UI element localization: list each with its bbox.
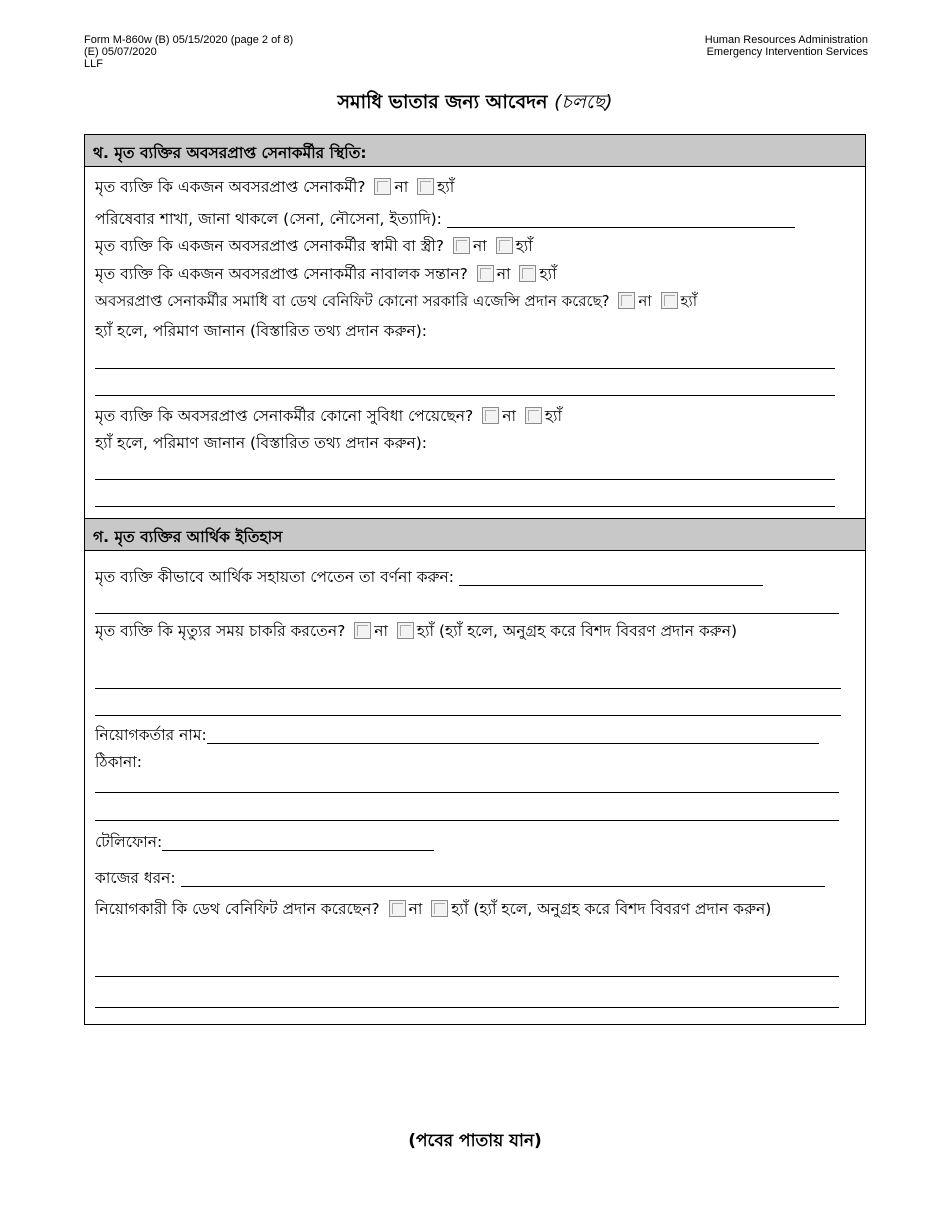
minor-child-yes-checkbox[interactable] [519, 265, 536, 282]
employer-benefit-line-1[interactable] [95, 976, 839, 977]
amount-line-1[interactable] [95, 368, 835, 369]
spouse-yes-checkbox[interactable] [496, 237, 513, 254]
agency-block [705, 34, 868, 58]
employer-benefit-line-2[interactable] [95, 1007, 839, 1008]
form-id-block [84, 34, 293, 70]
job-type-field[interactable] [181, 868, 825, 887]
question-employer-benefit: নিয়োগকারী কি ডেথ বেনিফিট প্রদান করেছেন? না হ্যাঁ (হ্যাঁ হলে, অনুগ্রহ করে বিশদ বিবরণ প্রদান করুন) [95, 900, 772, 918]
question-agency-benefit: অবসরপ্রাপ্ত সেনাকর্মীর সমাধি বা ডেথ বেনিফিট কোনো সরকারি এজেন্সি প্রদান করেছে? না হ্যাঁ [95, 292, 698, 310]
veteran-yes-checkbox[interactable] [417, 178, 434, 195]
form-date: (E) 05/07/2020 [84, 46, 157, 58]
title-continued: (চলছে) [554, 91, 613, 113]
question-minor-child: মৃত ব্যক্তি কি একজন অবসরপ্রাপ্ত সেনাকর্মীর নাবালক সন্তান? না হ্যাঁ [95, 265, 557, 283]
employer-benefit-no-checkbox[interactable] [389, 900, 406, 917]
question-branch: পরিষেবার শাখা, জানা থাকলে (সেনা, নৌসেনা, ইত্যাদি): [95, 207, 855, 233]
employed-detail-line-2[interactable] [95, 715, 841, 716]
amount-line-3[interactable] [95, 479, 835, 480]
question-spouse: মৃত ব্যক্তি কি একজন অবসরপ্রাপ্ত সেনাকর্মীর স্বামী বা স্ত্রী? না হ্যাঁ [95, 237, 533, 255]
amount-line-4[interactable] [95, 506, 835, 507]
question-received-benefit: মৃত ব্যক্তি কি অবসরপ্রাপ্ত সেনাকর্মীর কোনো সুবিধা পেয়েছেন? না হ্যাঁ [95, 407, 563, 425]
agency-name: Human Resources Administration [704, 34, 868, 46]
address-line-1[interactable] [95, 792, 839, 793]
question-is-veteran: মৃত ব্যক্তি কি একজন অবসরপ্রাপ্ত সেনাকর্মী? না হ্যাঁ [95, 178, 455, 196]
employed-yes-checkbox[interactable] [397, 622, 414, 639]
section-financial-history [84, 518, 866, 1025]
amount-prompt-2: হ্যাঁ হলে, পরিমাণ জানান (বিস্তারিত তথ্য প্রদান করুন): [95, 434, 428, 452]
employed-no-checkbox[interactable] [354, 622, 371, 639]
address-line-2[interactable] [95, 820, 839, 821]
question-support: মৃত ব্যক্তি কীভাবে আর্থিক সহায়তা পেতেন তা বর্ণনা করুন: [95, 565, 855, 591]
branch-field[interactable] [447, 209, 795, 228]
form-number: Form M-860w (B) 05/15/2020 (page 2 of 8) [84, 34, 294, 46]
title-main: সমাধি ভাতার জন্য আবেদন [337, 91, 548, 113]
amount-prompt-1: হ্যাঁ হলে, পরিমাণ জানান (বিস্তারিত তথ্য প্রদান করুন): [95, 322, 428, 340]
received-benefit-yes-checkbox[interactable] [525, 407, 542, 424]
employer-name-field[interactable] [207, 725, 819, 744]
agency-division: Emergency Intervention Services [706, 46, 868, 58]
telephone-field[interactable] [162, 832, 434, 851]
veteran-no-checkbox[interactable] [374, 178, 391, 195]
support-field[interactable] [459, 567, 763, 586]
employed-detail-line-1[interactable] [95, 688, 841, 689]
amount-line-2[interactable] [95, 395, 835, 396]
continue-next-page: (পবের পাতায় যান) [408, 1131, 542, 1151]
spouse-no-checkbox[interactable] [453, 237, 470, 254]
page-title [0, 88, 950, 120]
employer-name-row: নিয়োগকর্তার নাম: [95, 723, 855, 749]
received-benefit-no-checkbox[interactable] [482, 407, 499, 424]
minor-child-no-checkbox[interactable] [477, 265, 494, 282]
address-label: ঠিকানা: [95, 753, 143, 771]
form-code: LLF [84, 58, 103, 70]
support-line[interactable] [95, 613, 839, 614]
question-employed: মৃত ব্যক্তি কি মৃত্যুর সময় চাকরি করতেন? না হ্যাঁ (হ্যাঁ হলে, অনুগ্রহ করে বিশদ বিবরণ প্রদান করুন) [95, 622, 737, 640]
telephone-row: টেলিফোন: [95, 830, 855, 856]
section-financial-heading: গ. মৃত ব্যক্তির আর্থিক ইতিহাস [85, 519, 865, 551]
agency-benefit-no-checkbox[interactable] [618, 292, 635, 309]
section-veteran-heading: থ. মৃত ব্যক্তির অবসরপ্রাপ্ত সেনাকর্মীর স্থিতি: [85, 135, 865, 167]
job-type-row: কাজের ধরন: [95, 866, 855, 892]
employer-benefit-yes-checkbox[interactable] [431, 900, 448, 917]
section-veteran-status [84, 134, 866, 520]
agency-benefit-yes-checkbox[interactable] [661, 292, 678, 309]
